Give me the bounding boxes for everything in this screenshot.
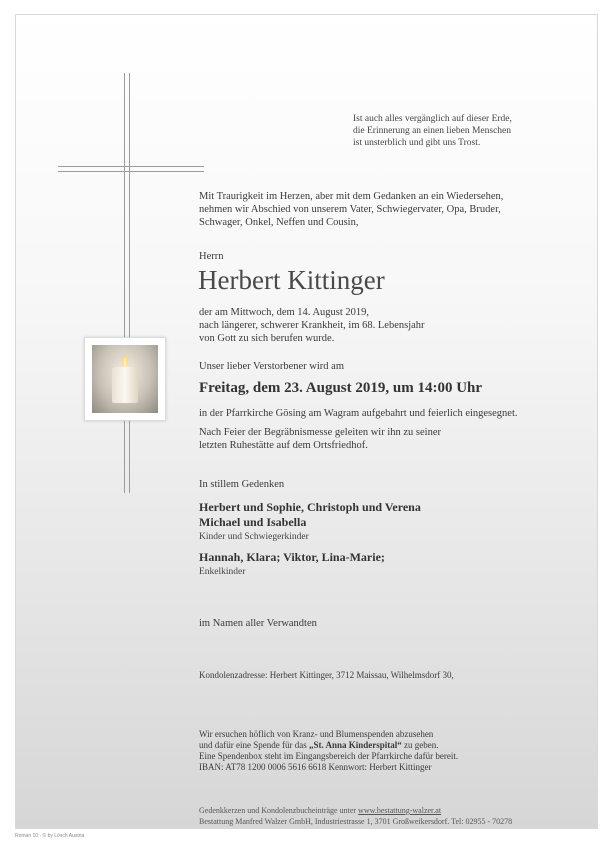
- family-children: [199, 500, 421, 530]
- bio-text: [199, 306, 425, 345]
- family-line: Herbert und Sophie, Christoph und Verena: [199, 500, 421, 514]
- footer-credit: Roman 10 - © by Lösch Austria: [15, 833, 85, 839]
- cross-icon-vertical: [124, 73, 130, 493]
- candle-photo: [92, 345, 158, 413]
- poem-line: Ist auch alles vergänglich auf dieser Erde,: [353, 114, 512, 124]
- intro-line: Schwager, Onkel, Neffen und Cousin,: [199, 217, 359, 228]
- poem-line: die Erinnerung an einen lieben Menschen: [353, 126, 512, 136]
- undertaker-info: [199, 805, 512, 827]
- undertaker-website-link[interactable]: www.bestattung-walzer.at: [358, 806, 442, 815]
- undertaker-line: [199, 805, 512, 816]
- condolence-address: Kondolenzadresse: Herbert Kittinger, 3712 Maissau, Wilhelmsdorf 30,: [199, 670, 454, 680]
- family-children-role: Kinder und Schwiegerkinder: [199, 532, 309, 542]
- request-text: zu geben.: [401, 740, 439, 750]
- bio-line: der am Mittwoch, dem 14. August 2019,: [199, 307, 370, 318]
- bio-line: nach längerer, schwerer Krankheit, im 68. Lebensjahr: [199, 320, 425, 331]
- mourning-heading: In stillem Gedenken: [199, 479, 285, 490]
- flame-icon: [122, 355, 128, 367]
- funeral-date: Freitag, dem 23. August 2019, um 14:00 Uhr: [199, 380, 483, 396]
- candle-photo-frame: [84, 337, 166, 421]
- obituary-card: [15, 14, 598, 829]
- undertaker-text: Gedenkkerzen und Kondolenzbucheinträge unter: [199, 806, 359, 815]
- poem: [353, 113, 512, 149]
- family-grandchildren-role: Enkelkinder: [199, 567, 246, 577]
- request-line: Eine Spendenbox steht im Eingangsbereich der Pfarrkirche dafür bereit.: [199, 751, 459, 761]
- candle-icon: [112, 367, 138, 403]
- iban-line: IBAN: AT78 1200 0006 5616 6618 Kennwort: Herbert Kittinger: [199, 762, 432, 772]
- intro-line: nehmen wir Abschied von unserem Vater, Schwiegervater, Opa, Bruder,: [199, 204, 501, 215]
- undertaker-line: Bestattung Manfred Walzer GmbH, Industriestrasse 1, 3701 Großweikersdorf. Tel: 02955 - 70278: [199, 817, 513, 826]
- mass-line: letzten Ruhestätte auf dem Ortsfriedhof.: [199, 440, 368, 451]
- mass-line: Nach Feier der Begräbnismesse geleiten wir ihn zu seiner: [199, 427, 441, 438]
- relatives-line: im Namen aller Verwandten: [199, 618, 317, 629]
- mass-text: [199, 426, 441, 452]
- family-line: Michael und Isabella: [199, 515, 307, 529]
- cross-icon-horizontal: [58, 166, 204, 172]
- deceased-name: Herbert Kittinger: [198, 265, 385, 295]
- intro-text: [199, 190, 503, 229]
- request-text: und dafür eine Spende für das: [199, 740, 309, 750]
- salutation: Herrn: [199, 251, 224, 262]
- request-line: [199, 740, 458, 751]
- charity-name: „St. Anna Kinderspital“: [308, 740, 402, 750]
- funeral-place: in der Pfarrkirche Gösing am Wagram aufgebahrt und feierlich eingesegnet.: [199, 408, 518, 419]
- deceased-line: Unser lieber Verstorbener wird am: [199, 361, 345, 372]
- poem-line: ist unsterblich und gibt uns Trost.: [353, 138, 481, 148]
- intro-line: Mit Traurigkeit im Herzen, aber mit dem Gedanken an ein Wiedersehen,: [199, 191, 504, 202]
- bio-line: von Gott zu sich berufen wurde.: [199, 333, 335, 344]
- request-line: Wir ersuchen höflich von Kranz- und Blumenspenden abzusehen: [199, 729, 434, 739]
- family-grandchildren: Hannah, Klara; Viktor, Lina-Marie;: [199, 550, 385, 564]
- donation-request: [199, 729, 458, 773]
